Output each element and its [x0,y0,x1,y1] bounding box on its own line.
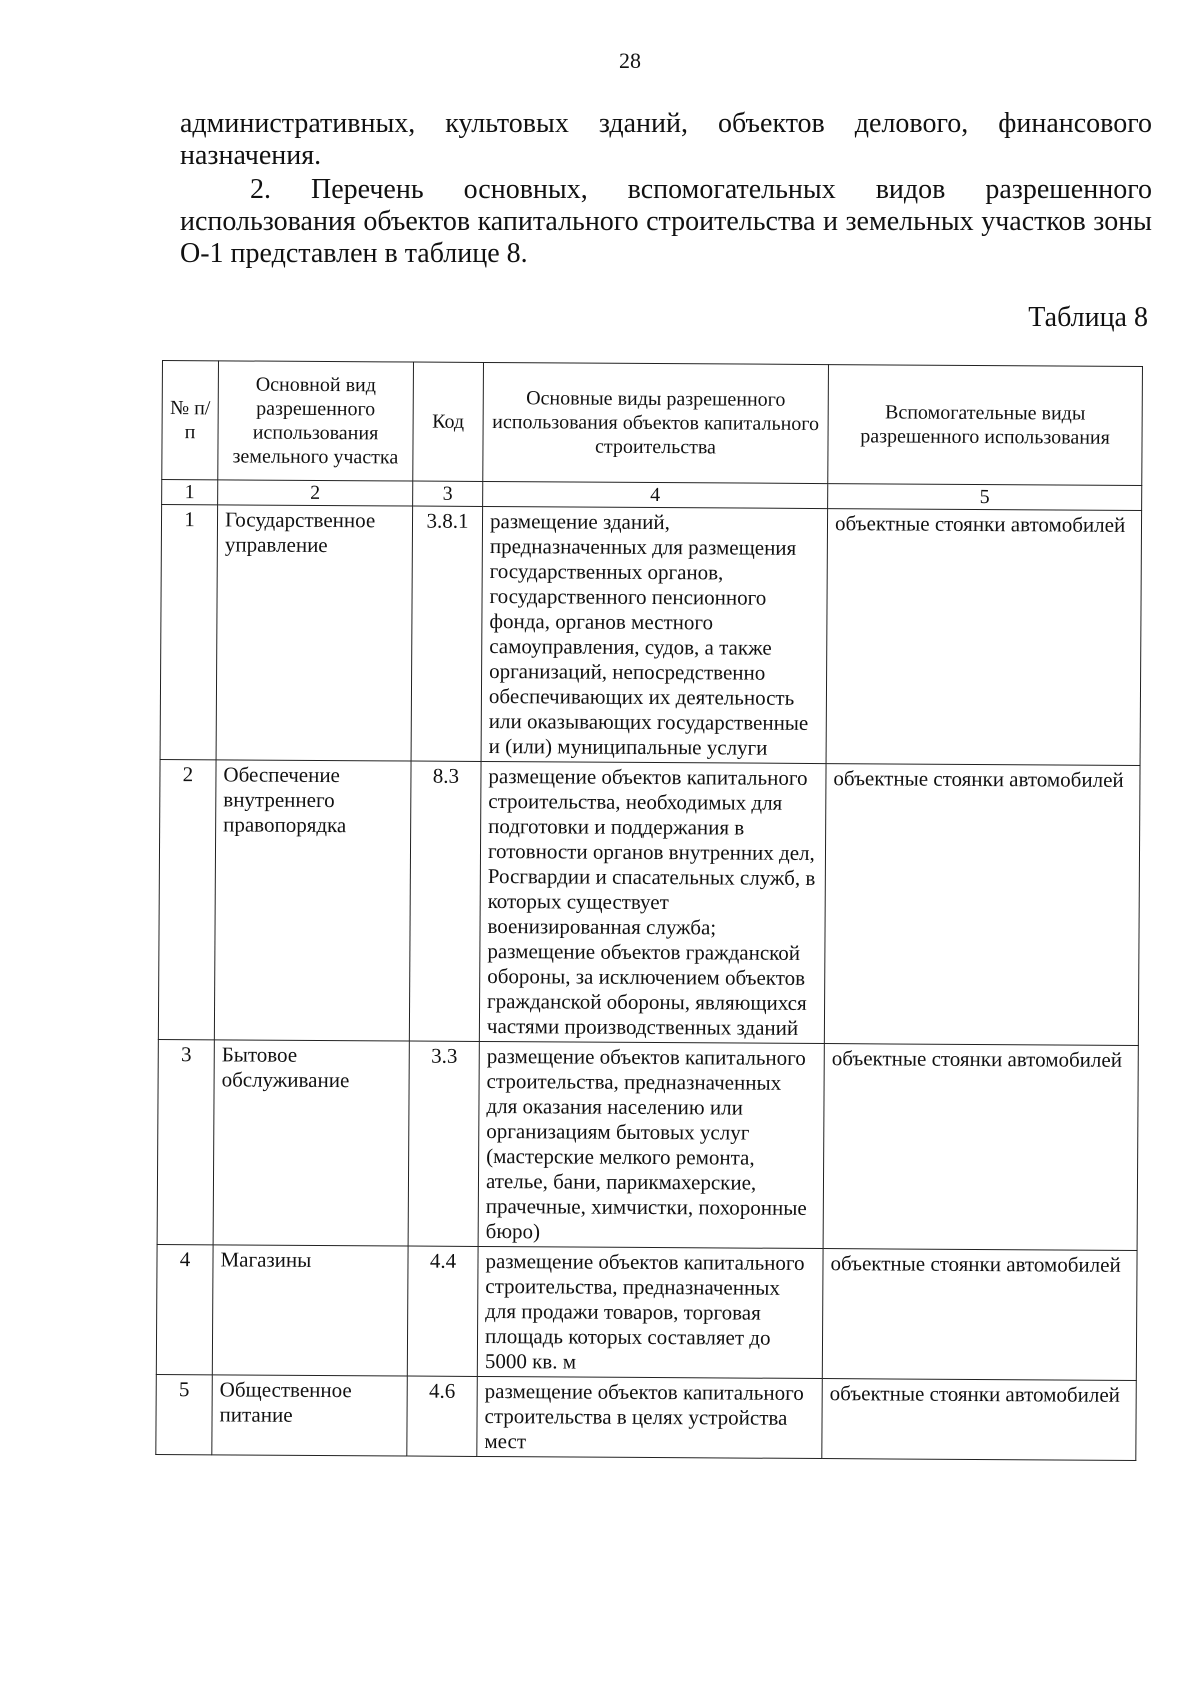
row-use-type: Бытовое обслуживание [213,1040,409,1246]
row-main-uses: размещение объектов капитального строительства, предназначенных для продажи товаров, торговая площадь которых составляет до 5000 кв. м [477,1246,823,1378]
row-use-type: Магазины [212,1245,408,1376]
header-num: № п/п [162,361,219,480]
header-type: Основной вид разрешенного использования земельного участка [218,361,414,481]
column-number: 1 [162,480,218,505]
row-main-uses: размещение объектов капитального строительства, предназначенных для оказания населению или организациям бытовых услуг (мастерские мелкого ремонта, ателье, бани, парикмахерские, прачечные, химчистки, похоронные бюро) [478,1041,824,1248]
intro-paragraph-2: 2. Перечень основных, вспомогательных видов разрешенного использования объектов капитального строительства и земельных участков зоны О-1 представлен в таблице 8. [180,174,1152,269]
table-header-row [162,361,1143,486]
row-use-type: Общественное питание [212,1375,407,1456]
table-caption: Таблица 8 [1028,302,1148,333]
column-number: 4 [483,481,828,508]
row-code: 3.8.1 [411,506,483,761]
table-row [156,1374,1136,1460]
table-row [157,1039,1138,1250]
row-code: 3.3 [408,1041,479,1246]
zoning-table [155,360,1143,1461]
row-use-type: Государственное управление [216,505,413,761]
page-number: 28 [619,48,641,73]
intro-line-2: назначения. [180,140,322,171]
header-main-uses: Основные виды разрешенного использования объектов капитального строительства [483,362,829,483]
row-code: 8.3 [409,761,481,1041]
intro-line-1: административных, культовых зданий, объектов делового, финансового [180,108,1152,139]
row-use-type: Обеспечение внутреннего правопорядка [214,760,411,1041]
row-aux-uses: объектные стоянки автомобилей [822,1379,1136,1461]
column-number: 5 [828,484,1142,511]
row-aux-uses: объектные стоянки автомобилей [823,1044,1138,1251]
row-aux-uses: объектные стоянки автомобилей [824,764,1140,1046]
row-code: 4.6 [407,1376,477,1456]
row-code: 4.4 [407,1246,478,1376]
intro-text [180,108,1152,270]
header-code: Код [413,362,484,481]
row-number: 5 [156,1374,212,1454]
row-main-uses: размещение зданий, предназначенных для размещения государственных органов, государственного пенсионного фонда, органов местного самоуправления, судов, а также организаций, непосредственно обеспечивающих их деятельность или оказывающих государственные и (или) муниципальные услуги [481,506,828,763]
table-row [160,505,1142,766]
row-main-uses: размещение объектов капитального строительства в целях устройства мест [477,1376,822,1458]
row-aux-uses: объектные стоянки автомобилей [822,1249,1137,1381]
column-number: 2 [218,480,413,506]
row-number: 2 [158,759,216,1039]
row-main-uses: размещение объектов капитального строительства, необходимых для подготовки и поддержания в готовности органов внутренних дел, Росгвардии и спасательных служб, в которых существует военизированная служба; размещение объектов гражданской обороны, за исключением объектов гражданской обороны, являющихся частями производственных зданий [479,761,826,1043]
table-row [158,759,1140,1045]
column-number: 3 [413,481,483,506]
header-aux-uses: Вспомогательные виды разрешенного использования [828,365,1143,486]
row-number: 1 [160,505,218,760]
row-number: 4 [156,1244,213,1374]
row-number: 3 [157,1039,214,1244]
table-row [156,1244,1137,1380]
row-aux-uses: объектные стоянки автомобилей [826,509,1142,766]
